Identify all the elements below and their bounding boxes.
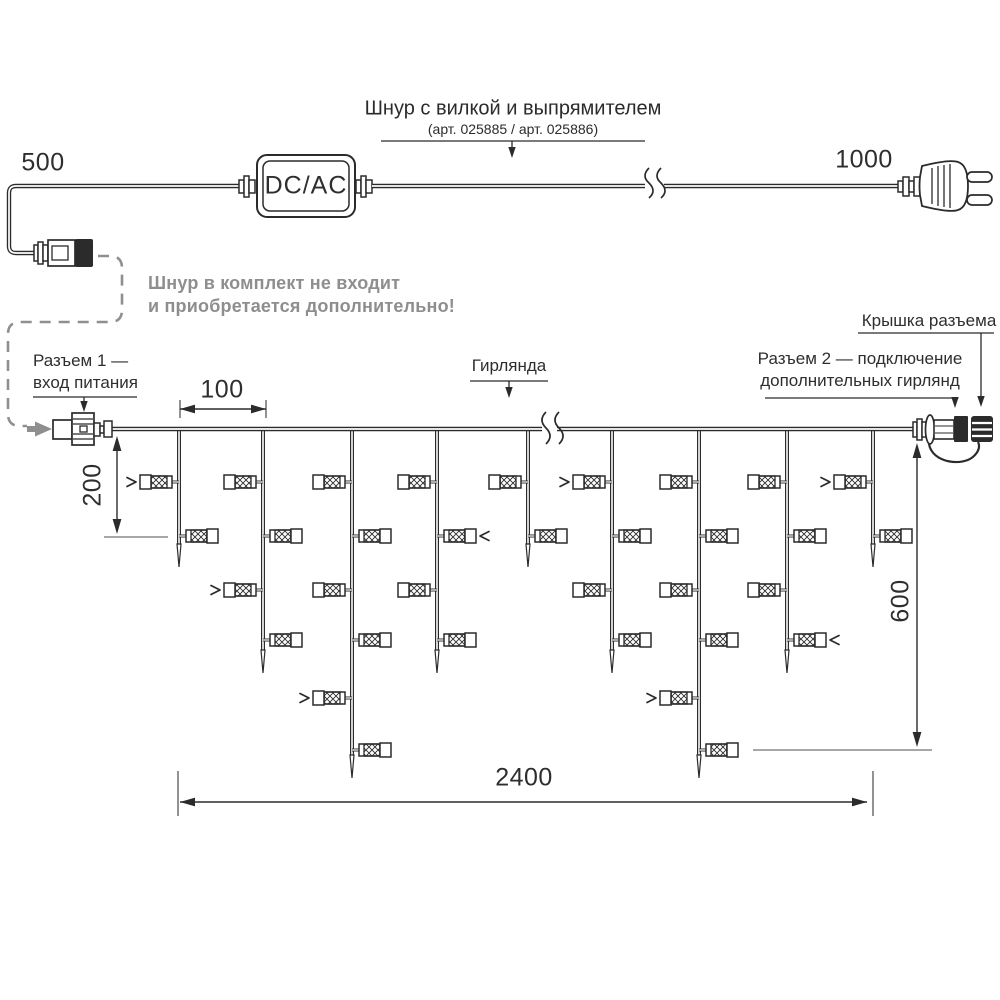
plug-pin [967, 172, 992, 182]
connector-1-label [33, 350, 138, 394]
led-lamp [787, 529, 826, 543]
icicle-drop [821, 430, 912, 567]
dimension-label-200: 200 [78, 463, 107, 507]
leader-connector-2 [765, 397, 959, 408]
dimension-label-2400: 2400 [495, 763, 553, 792]
icicle-drops [127, 430, 912, 778]
led-lamp [560, 475, 612, 489]
drop-tip [435, 650, 439, 673]
led-lamp [179, 529, 218, 543]
led-lamp [821, 475, 873, 489]
lamp-direction-arrow [830, 636, 839, 645]
lamp-direction-arrow [300, 694, 309, 703]
lamp-direction-arrow [647, 694, 656, 703]
icicle-drop [398, 430, 489, 673]
icicle-drop [127, 430, 218, 567]
gray-arrow [27, 422, 52, 437]
icicle-drop [647, 430, 738, 778]
plug-pin [967, 195, 992, 205]
led-lamp [612, 633, 651, 647]
led-lamp [699, 529, 738, 543]
led-lamp [660, 583, 699, 597]
led-lamp [352, 529, 391, 543]
drop-tip [261, 650, 265, 673]
note-line-1: Шнур в комплект не входит [148, 273, 401, 293]
drop-tip [350, 755, 354, 778]
led-lamp [489, 475, 528, 489]
connector-cap [971, 416, 993, 442]
led-lamp [612, 529, 651, 543]
drop-tip [526, 544, 530, 567]
led-lamp [263, 633, 302, 647]
lamp-direction-arrow [211, 586, 220, 595]
led-lamp [352, 633, 391, 647]
leader-garland [470, 381, 548, 398]
led-lamp [224, 475, 263, 489]
led-lamp [398, 583, 437, 597]
icicle-drop [560, 430, 651, 673]
drop-tip [610, 650, 614, 673]
connector-1-label-line-2: вход питания [33, 373, 138, 392]
cord-end-connector [34, 239, 93, 267]
led-lamp [748, 583, 787, 597]
led-lamp [437, 633, 476, 647]
led-lamp [873, 529, 912, 543]
connector-2-label-line-2: дополнительных гирлянд [760, 371, 960, 390]
dimension-label-500: 500 [21, 148, 65, 177]
led-lamp [398, 475, 437, 489]
leader-cord-title [381, 141, 645, 158]
dimension-label-1000: 1000 [835, 145, 893, 174]
led-lamp [313, 583, 352, 597]
drop-tip [785, 650, 789, 673]
lamp-direction-arrow [560, 478, 569, 487]
led-lamp [528, 529, 567, 543]
led-lamp [748, 475, 787, 489]
led-lamp [660, 475, 699, 489]
led-lamp [573, 583, 612, 597]
lead-in-cord [9, 186, 242, 253]
led-lamp [300, 691, 352, 705]
rectifier-label: DC/AC [264, 171, 348, 200]
led-lamp [787, 633, 839, 647]
connector-1-power-input [53, 413, 112, 445]
drop-tip [871, 544, 875, 567]
lamp-direction-arrow [480, 532, 489, 541]
led-lamp [263, 529, 302, 543]
led-lamp [127, 475, 179, 489]
cord-subtitle: (арт. 025885 / арт. 025886) [427, 121, 599, 137]
not-included-note [148, 272, 455, 318]
dimension-label-600: 600 [886, 579, 915, 623]
icicle-drop [489, 430, 567, 567]
lamp-direction-arrow [821, 478, 830, 487]
led-lamp [352, 743, 391, 757]
icicle-drop [300, 430, 391, 778]
garland-label: Гирлянда [471, 356, 547, 375]
led-lamp [699, 743, 738, 757]
connector-2-label-line-1: Разъем 2 — подключение [757, 349, 963, 368]
cap-label: Крышка разъема [861, 311, 997, 330]
plug-cord [372, 168, 898, 202]
cord-title: Шнур с вилкой и выпрямителем [364, 97, 662, 120]
led-lamp [313, 475, 352, 489]
drop-tip [697, 755, 701, 778]
leader-connector-1 [33, 397, 137, 412]
led-lamp [437, 529, 489, 543]
connector-2-output [913, 415, 993, 462]
power-plug [898, 161, 992, 211]
icicle-drop [211, 430, 302, 673]
connector-2-label [758, 348, 963, 392]
led-lamp [699, 633, 738, 647]
garland-main-wire [112, 412, 913, 446]
connector-black-cap [75, 239, 93, 267]
icicle-drop [748, 430, 839, 673]
connector-1-label-line-1: Разъем 1 — [33, 351, 129, 370]
note-line-2: и приобретается дополнительно! [148, 296, 455, 316]
lamp-direction-arrow [127, 478, 136, 487]
led-lamp [647, 691, 699, 705]
drop-tip [177, 544, 181, 567]
dashed-connection-path [8, 256, 122, 437]
led-lamp [211, 583, 263, 597]
dimension-label-100: 100 [200, 375, 244, 404]
cap-strap [929, 442, 979, 462]
